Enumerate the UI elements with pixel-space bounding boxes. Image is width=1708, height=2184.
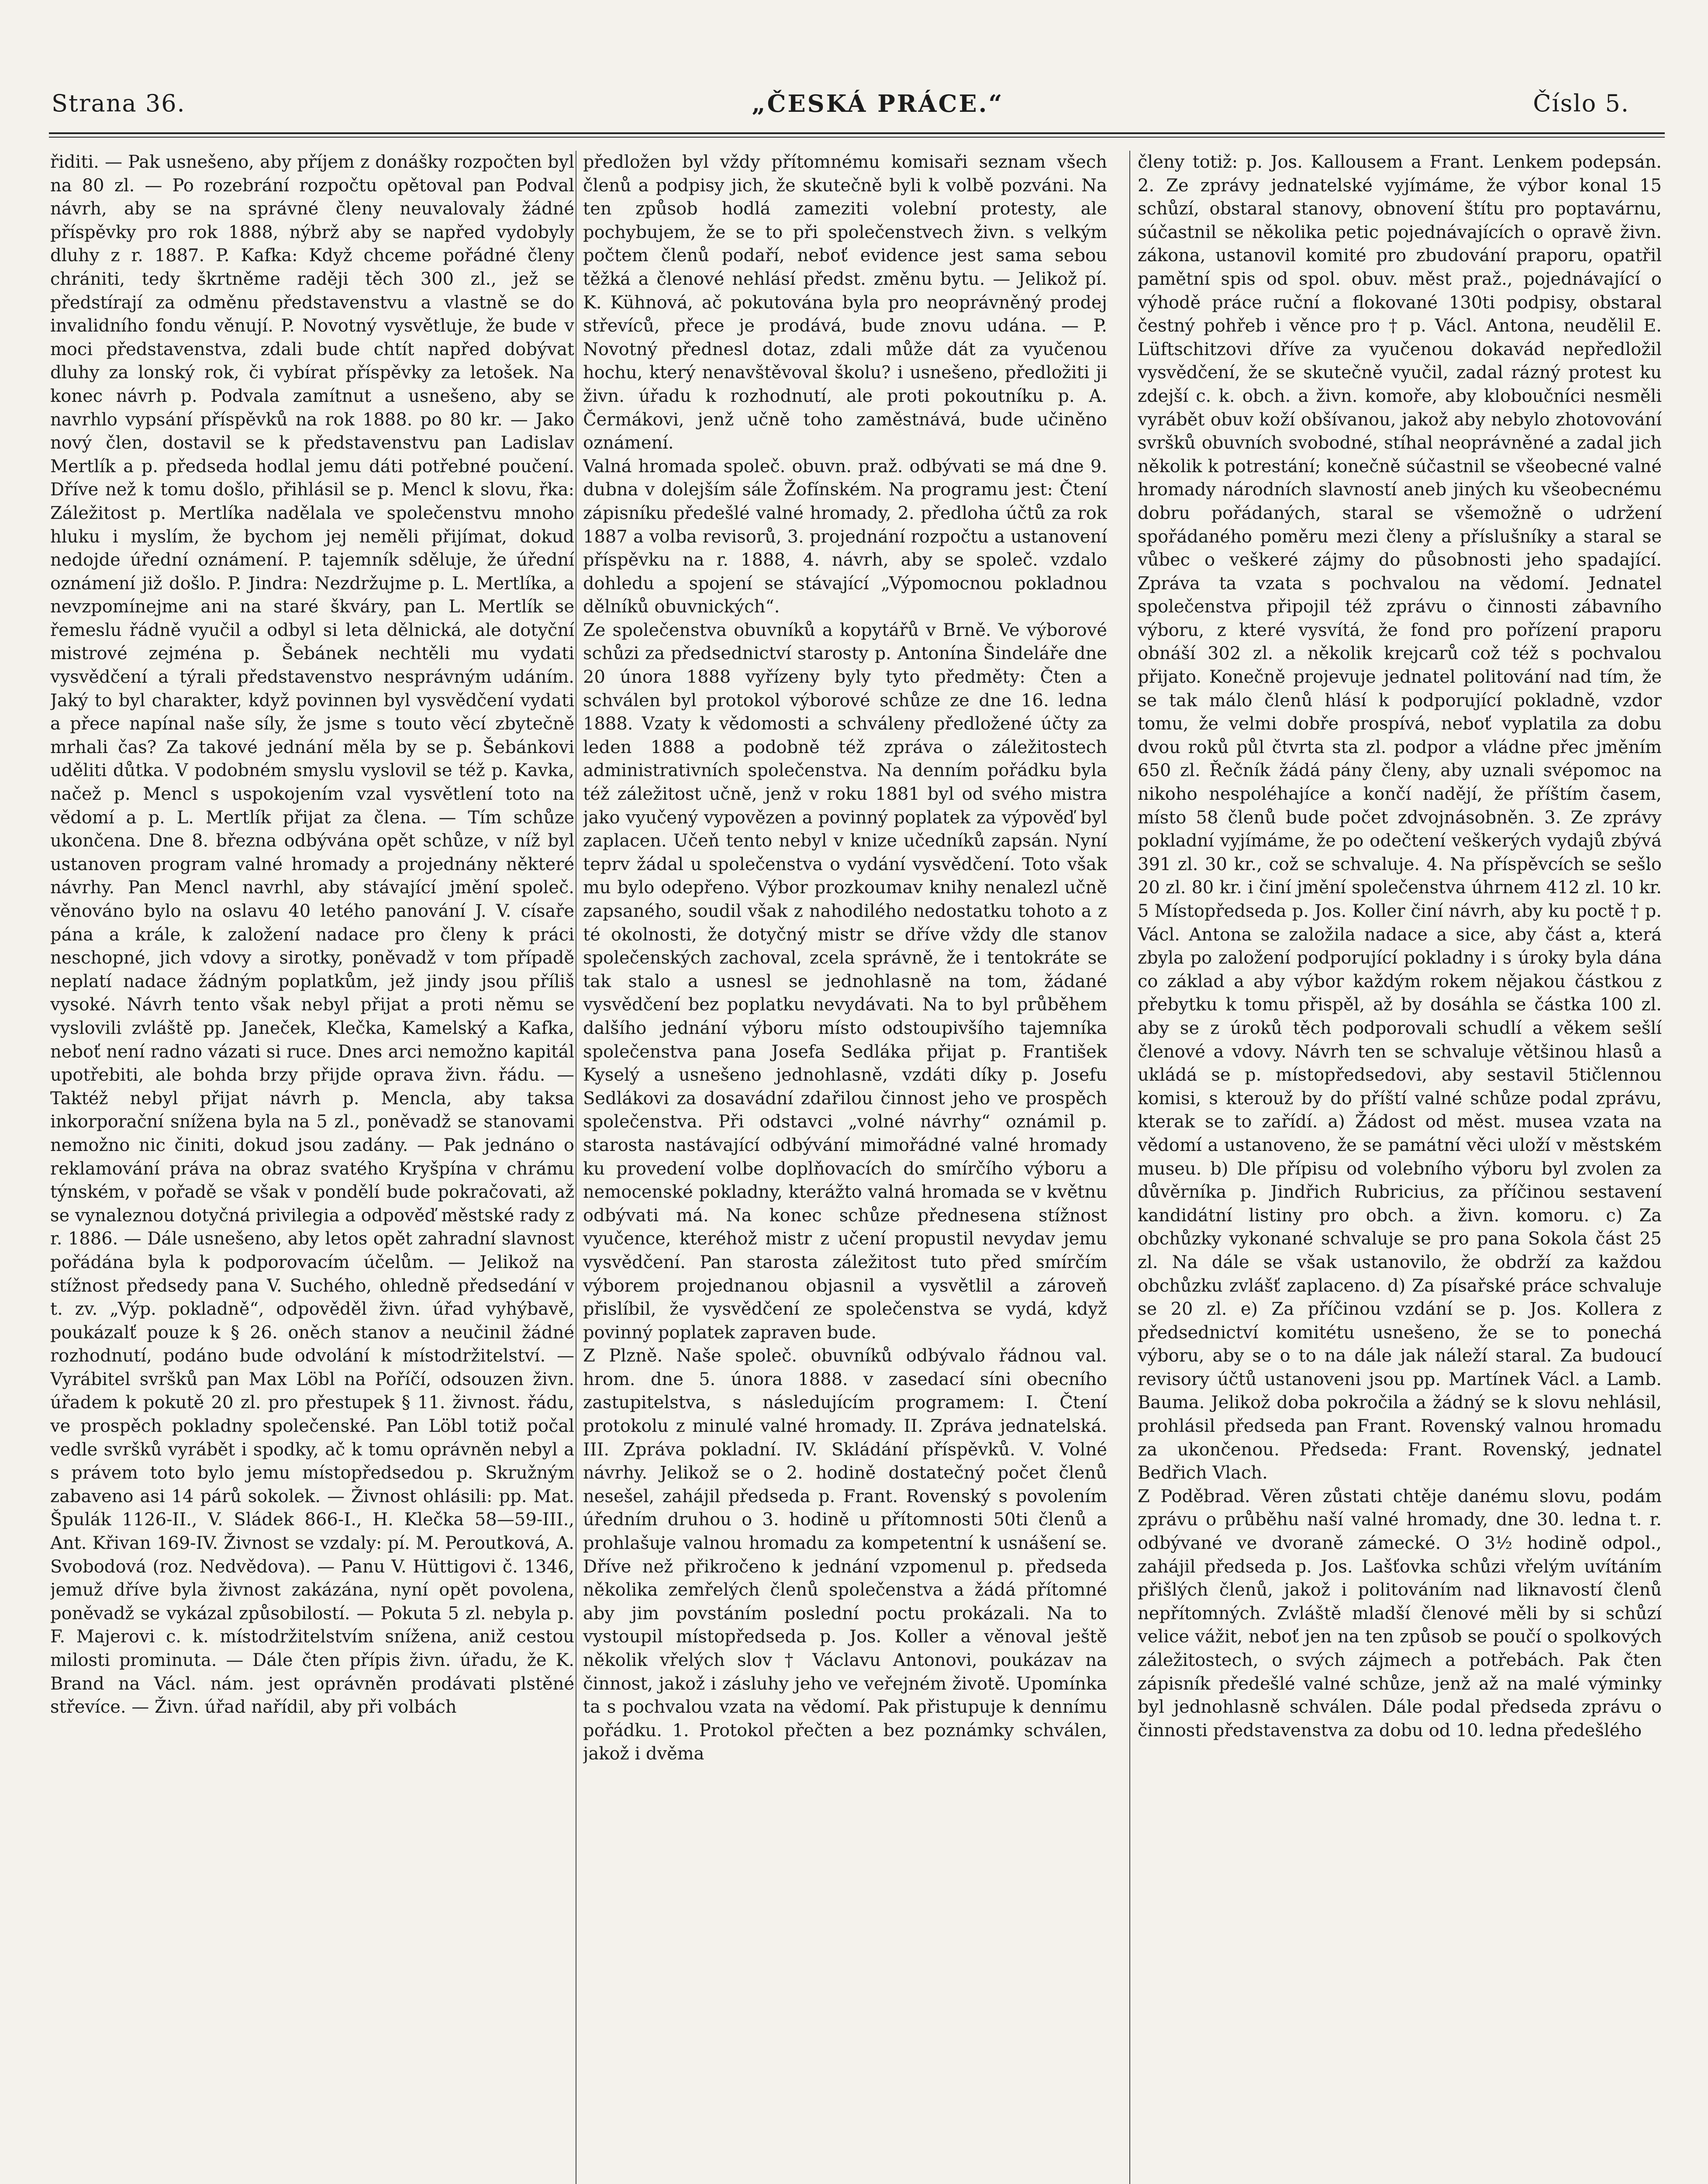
paragraph: předložen byl vždy přítomnému komisaři seznam všech členů a podpisy jich, že skutečně byli k volbě pozváni. Na ten způsob hodlá zameziti volební protesty, ale pochybujem, že se to při společenstvech živn. s velkým počtem členů podaří, neboť evidence jest sama sebou těžká a členové nehlásí předst. změnu bytu. — Jelikož pí. K. Kühnová, ač pokutována byla pro neoprávněný prodej střevíců, přece je prodává, bude znovu udána. — P. Novotný přednesl dotaz, zdali může dát za vyučenou hochu, který nenavštěvoval školu? i usnešeno, předložiti ji živn. úřadu k rozhodnutí, ale proti pokoutníku p. A. Čermákovi, jenž učně toho zaměstnává, bude učiněno oznámení. — [583, 152, 1107, 453]
paragraph: řiditi. — Pak usnešeno, aby příjem z donášky rozpočten byl na 80 zl. — Po rozebrání rozpočtu opětoval pan Podval návrh, aby se na správné členy neuvalovaly žádné příspěvky pro rok 1888, nýbrž aby se napřed vydobyly dluhy z r. 1887. P. Kafka: Když chceme pořádné členy chrániti, tedy škrtněme raději těch 300 zl., jež se předstírají za odměnu představenstvu a vlastně se do invalidního fondu věnují. P. Novotný vysvětluje, že bude v moci představenstva, zdali bude chtít napřed dobývat dluhy za lonský rok, či vybírat příspěvky za letošek. Na konec návrh p. Podvala zamítnut a usnešeno, aby se navrhlo vypsání příspěvků na rok 1888. po 80 kr. — Jako nový člen, dostavil se k představenstvu pan Ladislav Mertlík a p. předseda hodlal jemu dáti potřebné poučení. Dříve než k tomu došlo, přihlásil se p. Mencl k slovu, řka: Záležitost p. Mertlíka nadělala ve společenstvu mnoho hluku i myslím, že bychom jej neměli přijímat, dokud nedojde úřední oznámení. P. tajemník sděluje, že úřední oznámení již došlo. P. Jindra: Nezdržujme p. L. Mertlíka, a nevzpomínejme ani na staré škváry, pan L. Mertlík se řemeslu řádně vyučil a odbyl si leta dělnická, ale dotyční mistrové zejména p. Šebánek nechtěli mu vydati vysvědčení a týrali představenstvo nesprávným udáním. Jaký to byl charakter, když povinnen byl vysvědčení vydati a přece napínal naše síly, že jsme s touto věcí zbytečně mrhali čas? Za takové jednání měla by se p. Šebánkovi uděliti důtka. V podobném smyslu vyslovil se též p. Kavka, načež p. Mencl s uspokojením vzal vysvětlení toto na vědomí a p. L. Mertlík přijat za člena. — Tím schůze ukončena. Dne 8. března odbývána opět schůze, v níž byl ustanoven program valné hromady a projednány některé návrhy. Pan Mencl navrhl, aby stávající jmění společ. věnováno bylo na oslavu 40 letého panování J. V. císaře pána a krále, k založení nadace pro členy k práci neschopné, jich vdovy a sirotky, poněvadž v tom případě neplatí nadace žádným poplatkům, jež jindy jsou příliš vysoké. Návrh tento však nebyl přijat a proti němu se vyslovili zvláště pp. Janeček, Klečka, Kamelský a Kafka, neboť není radno vázati si ruce. Dnes arci nemožno kapitál upotřebiti, ale bohda brzy přijde oprava živn. řádu. — Taktéž nebyl přijat návrh p. Mencla, aby taksa inkorporační snížena byla na 5 zl., poněvadž se stanovami nemožno nic činiti, dokud jsou zadány. — Pak jednáno o reklamování práva na obraz svatého Kryšpína v chrámu týnském, v pořadě se však v pondělí bude pokračovati, až se vynaleznou dotyčná privilegia a odpověď městské rady z r. 1886. — Dále usnešeno, aby letos opět zahradní slavnost pořádána byla k podporovacím účelům. — Jelikož na stížnost předsedy pana V. Suchého, ohledně předsedání v t. zv. „Výp. pokladně“, odpověděl živn. úřad vyhýbavě, poukázalť pouze k § 26. oněch stanov a neučinil žádné rozhodnutí, podáno bude odvolání k místodržitelství. — Vyrábitel svršků pan Max Löbl na Poříčí, odsouzen živn. úřadem k pokutě 20 zl. pro přestupek § 11. živnost. řádu, ve prospěch pokladny společenské. Pan Löbl totiž počal vedle svršků vyrábět i spodky, ač k tomu oprávněn nebyl a s právem toto bylo jemu místopředsedou p. Skružným zabaveno asi 14 párů sokolek. — Živnost ohlásili: pp. Mat. Špulák 1126-II., V. Sládek 866-I., H. Klečka 58—59-III., Ant. Křivan 169-IV. Živnost se vzdaly: pí. M. Peroutková, A. Svobodová (roz. Nedvědova). — Panu V. Hüttigovi č. 1346, jemuž dříve byla živnost zakázána, nyní opět povolena, poněvadž se vykázal způsobilostí. — Pokuta 5 zl. nebyla p. F. Majerovi c. k. místodržitelstvím snížena, aniž cestou milosti prominuta. — Dále čten přípis živn. úřadu, že K. Brand na Václ. nám. jest oprávněn prodávati plstěné střevíce. — Živn. úřad nařídil, aby při volbách — [50, 152, 574, 1717]
header-rule-thin — [49, 137, 1665, 138]
masthead-title: „ČESKÁ PRÁCE.“ — [752, 90, 1004, 117]
page-number: Strana 36. — [52, 90, 186, 117]
header-rule — [49, 132, 1665, 134]
section-plzen: Z Plzně. Naše společ. obuvníků odbývalo řádnou val. hrom. dne 5. února 1888. v zasedací síni obecního zastupitelstva, s následujícím programem: I. Čtení protokolu z minulé valné hromady. II. Zpráva jednatelská. III. Zpráva pokladní. IV. Skládání příspěvků. V. Volné návrhy. Jelikož se o 2. hodině dostatečný počet členů nesešel, zahájil předseda p. Frant. Rovenský s povolením úředním druhou o 3. hodině u přítomnosti 50ti členů a prohlašuje valnou hromadu za kompetentní k usnášení se. Dříve než přikročeno k jednání vzpomenul p. předseda několika zemřelých členů společenstva a žádá přítomné aby jim povstáním poslední poctu prokázali. Na to vystoupil místopředseda p. Jos. Koller a věnoval ještě několik vřelých slov † Václavu Antonovi, poukázav na činnost, jakož i zásluhy jeho ve veřejném životě. Upomínka ta s pochvalou vzata na vědomí. Pak přistupuje k dennímu pořádku. 1. Protokol přečten a bez poznámky schválen, jakož i dvěma — [583, 1346, 1107, 1764]
section-brno: Ze společenstva obuvníků a kopytářů v Brně. Ve výborové schůzi za předsednictví starosty p. Antonína Šindeláře dne 20 února 1888 vyřízeny byly tyto předměty: Čten a schválen byl protokol výborové schůze ze dne 16. ledna 1888. Vzaty k vědomosti a schváleny předložené účty za leden 1888 a podobně též zpráva o záležitostech administrativních společenstva. Na denním pořádku byla též záležitost učně, jenž v roku 1881 byl od svého mistra jako vyučený vypovězen a povinný poplatek za výpověď byl zaplacen. Učeň tento nebyl v knize učedníků zapsán. Nyní teprv žádal u společenstva o vydání vysvědčení. Toto však mu bylo odepřeno. Výbor prozkoumav knihy nenalezl učně zapsaného, soudil však z nahodilého nedostatku tohoto a z té okolnosti, že dotyčný mistr se dříve vždy dle stanov společenských zachoval, zcela správně, že i tentokráte se tak stalo a usnesl se jednohlasně na tom, žádané vysvědčení bez poplatku nevydávati. Na to byl průběhem dalšího jednání výboru místo odstoupivšího tajemníka společenstva pana Josefa Sedláka přijat p. František Kyselý a usnešeno jednohlasně, vzdáti díky p. Josefu Sedlákovi za dosavádní zdařilou činnost jeho ve prospěch společenstva. Při odstavci „volné návrhy“ oznámil p. starosta nastávající odbývání mimořádné valné hromady ku provedení volbe doplňovacích do smírčího výboru a nemocenské pokladny, kterážto valná hromada se v květnu odbývati má. Na konec schůze přednesena stížnost vyučence, kteréhož mistr z učení propustil nevydav jemu vysvědčení. Pan starosta záležitost tuto před smírčím výborem projednanou objasnil a vysvětlil a zároveň přislíbil, že vysvědčení ze společenstva se vydá, když povinný poplatek zapraven bude. — [583, 620, 1107, 1343]
section-podebrady: Z Poděbrad. Věren zůstati chtěje danému slovu, podám zprávu o průběhu naší valné hromady, dne 30. ledna t. r. odbývané ve dvoraně zámecké. O 3½ hodině odpol., zahájil předseda p. Jos. Lašťovka schůzi vřelým uvítáním přišlých členů, jakož i politováním nad liknavostí členů nepřítomných. Zvláště mladší členové měli by si schůzí velice vážit, neboť jen na ten způsob se poučí o spolkových záležitostech, o svých zájmech a potřebách. Pak čten zápisník předešlé valné schůze, jenž až na malé výminky byl jednohlasně schválen. Dále podal předseda zprávu o činnosti představenstva za dobu od 10. ledna předešlého — [1138, 1486, 1662, 1741]
column-1 — [50, 151, 574, 2184]
column-2 — [583, 151, 1107, 2184]
column-divider — [1129, 151, 1130, 2184]
column-3 — [1138, 151, 1662, 2184]
section-valna-hromada: Valná hromada společ. obuvn. praž. odbývati se má dne 9. dubna v dolejším sále Žofínském. Na programu jest: Čtení zápisníku předešlé valné hromady, 2. předloha účtů za rok 1887 a volba revisorů, 3. projednání rozpočtu a ustanovení příspěvku na r. 1888, 4. návrh, aby se společ. vzdalo dohledu a spojení se stávající „Výpomocnou pokladnou dělníků obuvnických“. — [583, 456, 1107, 617]
paragraph: členy totiž: p. Jos. Kallousem a Frant. Lenkem podepsán. 2. Ze zprávy jednatelské vyjímáme, že výbor konal 15 schůzí, obstaral stanovy, obnovení štítu pro poptavárnu, súčastnil se několika petic pojednávajících o opravě živn. zákona, ustanovil komité pro zbudování praporu, opatřil pamětní spis od spol. obuv. měst praž., pojednávající o výhodě práce ruční a flokované 130ti podpisy, obstaral čestný pohřeb i věnce pro † p. Václ. Antona, neudělil E. Lüftschitzovi dříve za vyučenou dokavád nepředložil vysvědčení, že se skutečně vyučil, zadal rázný protest ku zdejší c. k. obch. a živn. komoře, aby kloboučníci nesměli vyrábět obuv koží obšívanou, jakož aby nebylo zhotovování svršků obuvních svobodné, stíhal neoprávněné a zadal jich několik k potrestání; konečně súčastnil se všeobecné valné hromady národních slavností aneb jiných ku všeobecnému dobru pořádaných, staral se všemožně o udržení spořádaného poměru mezi členy a příslušníky a staral se vůbec o veškeré zájmy do působnosti jeho spadající. Zpráva ta vzata s pochvalou na vědomí. Jednatel společenstva připojil též zprávu o činnosti zábavního výboru, z které vysvítá, že fond pro pořízení praporu obnáší 302 zl. a několik krejcarů což též s pochvalou přijato. Konečně projevuje jednatel politování nad tím, že se tak málo členů hlásí k podporující pokladně, vzdor tomu, že velmi dobře prospívá, neboť vyplatila za dobu dvou roků půl čtvrta sta zl. podpor a vládne přec jměním 650 zl. Řečník žádá pány členy, aby uznali svépomoc na nikoho nespoléhajíce a končí nadějí, že příštím časem, místo 58 členů bude počet zdvojnásobněn. 3. Ze zprávy pokladní vyjímáme, že po odečtení veškerých vydajů zbývá 391 zl. 30 kr., což se schvaluje. 4. Na příspěvcích se sešlo 20 zl. 80 kr. i činí jmění společenstva úhrnem 412 zl. 10 kr. 5 Místopředseda p. Jos. Koller činí návrh, aby ku poctě † p. Václ. Antona se založila nadace a sice, aby část a, která zbyla po založení podporující pokladny i s úroky byla dána co základ a aby výbor každým rokem nějakou částkou z přebytku k tomu přispěl, až by dosáhla se částka 100 zl. aby se z úroků těch podporovali schudlí a věkem sešlí členové a vdovy. Návrh ten se schvaluje většinou hlasů a ukládá se p. místopředsedovi, aby sestavil 5tičlennou komisi, s kterouž by do příští valné schůze podal zprávu, kterak se to zařídí. a) Žádost od měst. musea vzata na vědomí a ustanoveno, že se památní věci uloží v městském museu. b) Dle přípisu od volebního výboru byl zvolen za důvěrníka p. Jindřich Rubricius, za příčinou sestavení kandidátní listiny pro obch. a živn. komoru. c) Za obchůzky vykonané schvaluje se pro pana Sokola část 25 zl. Na dále se však ustanovilo, že obdrží za každou obchůzku zvlášť zaplaceno. d) Za písařské práce schvaluje se 20 zl. e) Za příčinou vzdání se p. Jos. Kollera z předsednictví komitétu usnešeno, že se to ponechá výboru, aby se o to na dále jak náleží staral. Za budoucí revisory účtů ustanoveni jsou pp. Martínek Václ. a Lamb. Bauma. Jelikož doba pokročila a žádný se k slovu nehlásil, prohlásil předseda pan Frant. Rovenský valnou hromadu za ukončenou. Předseda: Frant. Rovenský, jednatel Bedřich Vlach. — [1138, 152, 1662, 1483]
issue-number: Číslo 5. — [1533, 90, 1629, 117]
